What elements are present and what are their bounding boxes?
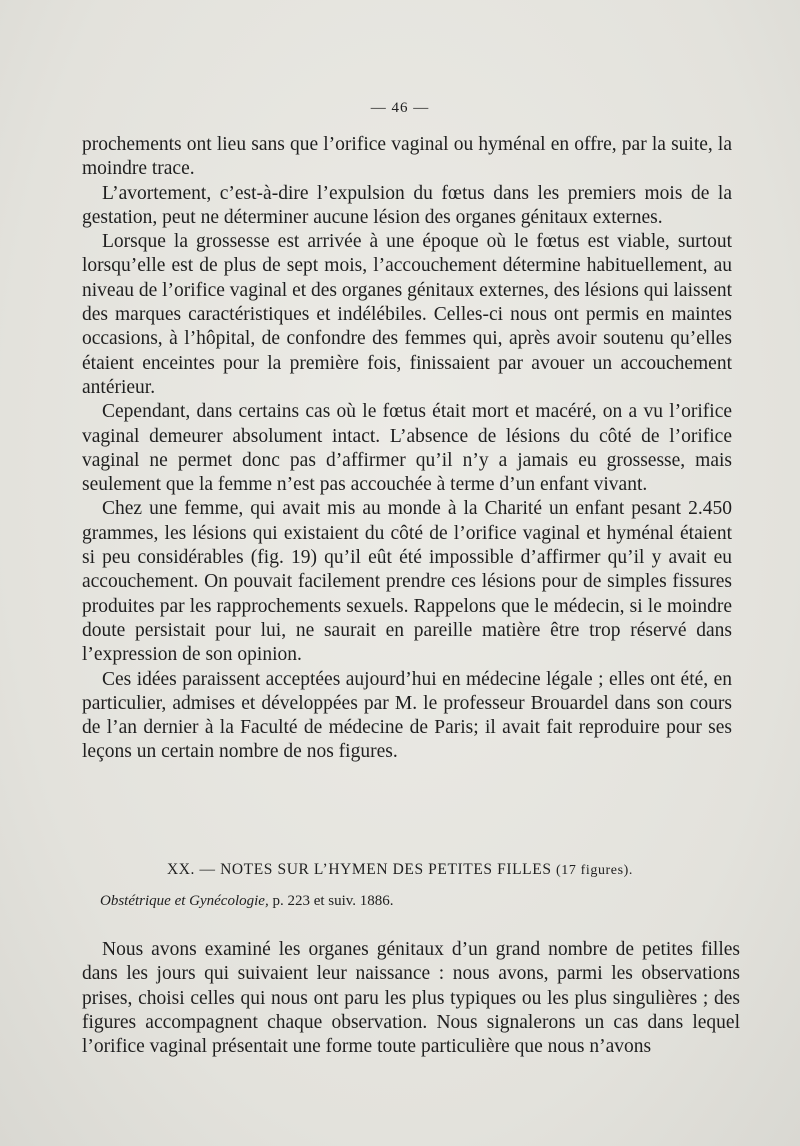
- main-text: [82, 133, 732, 765]
- source-reference: p. 223 et suiv. 1886.: [272, 893, 394, 909]
- section-title: XX. — NOTES SUR L’HYMEN DES PETITES FILLES: [166, 861, 552, 878]
- paragraph: Ces idées paraissent acceptées aujourd’hui en médecine légale ; elles ont été, en particulier, admises et développées par M. le professeur Brouardel dans son cours de l’an dernier à la Faculté de médecine de Paris; il avait fait reproduire pour ses leçons un certain nombre de nos figures.: [82, 668, 732, 763]
- paragraph: L’avortement, c’est-à-dire l’expulsion du fœtus dans les premiers mois de la gestation, peut ne déterminer aucune lésion des organes génitaux externes.: [82, 182, 732, 228]
- page-number: — 46 —: [370, 100, 430, 116]
- section-figures-note: (17 figures).: [556, 863, 634, 878]
- paragraph: Cependant, dans certains cas où le fœtus était mort et macéré, on a vu l’orifice vaginal demeurer absolument intact. L’absence de lésions du côté de l’orifice vaginal ne permet donc pas d’affirmer qu’il n’y a jamais eu grossesse, mais seulement que la femme n’est pas accouchée à terme d’un enfant vivant.: [82, 401, 732, 496]
- paragraph: Chez une femme, qui avait mis au monde à la Charité un enfant pesant 2.450 grammes, les lésions qui existaient du côté de l’orifice vaginal et hyménal étaient si peu considérables (fig. 19) qu’il eût été impossible d’affirmer qu’il y avait eu accouchement. On pouvait facilement prendre ces lésions pour de simples fissures produites par les rapprochements sexuels. Rappelons que le médecin, si le moindre doute persistait pour lui, ne saurait en pareille matière être trop réservé dans l’expression de son opinion.: [82, 498, 732, 666]
- section-source: [100, 893, 394, 910]
- paragraph: Lorsque la grossesse est arrivée à une époque où le fœtus est viable, surtout lorsqu’elle est de plus de sept mois, l’accouchement détermine habituellement, au niveau de l’orifice vaginal et des organes génitaux externes, des lésions qui laissent des marques caractéristiques et indélébiles. Celles-ci nous ont permis en maintes occasions, à l’hôpital, de confondre des femmes qui, après avoir soutenu qu’elles étaient enceintes pour la première fois, finissaient par avouer un accouchement antérieur.: [82, 231, 732, 398]
- paragraph: Nous avons examiné les organes génitaux d’un grand nombre de petites filles dans les jours qui suivaient leur naissance : nous avons, parmi les observations prises, choisi celles qui nous ont paru les plus typiques ou les plus singulières ; des figures accompagnent chaque observation. Nous signalerons un cas dans lequel l’orifice vaginal présentait une forme toute particulière que nous n’avons: [82, 939, 740, 1058]
- source-journal: Obstétrique et Gynécologie,: [100, 893, 269, 909]
- paragraph: prochements ont lieu sans que l’orifice vaginal ou hyménal en offre, par la suite, la moindre trace.: [82, 134, 732, 180]
- section-text: [82, 938, 740, 1059]
- section-heading: [0, 861, 800, 879]
